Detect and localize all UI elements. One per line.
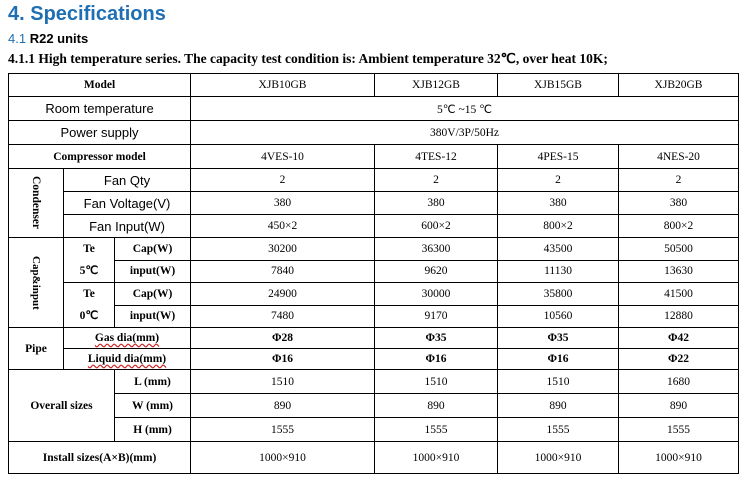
table-row — [9, 283, 739, 306]
model-cell: XJB10GB — [191, 74, 375, 97]
te0-cap-cell: 30000 — [375, 283, 498, 306]
h-cell: 1555 — [619, 418, 739, 442]
table-row — [9, 305, 739, 328]
te5-cap-cell: 50500 — [619, 238, 739, 261]
gas-dia-cell: Φ42 — [619, 328, 739, 349]
gas-dia-cell: Φ35 — [498, 328, 619, 349]
section-title: Specifications — [30, 3, 166, 25]
fan-voltage-cell: 380 — [191, 192, 375, 215]
table-row — [9, 215, 739, 238]
te5-input-cell: 11130 — [498, 260, 619, 283]
overall-sizes-label: Overall sizes — [9, 370, 115, 442]
fan-voltage-label: Fan Voltage(V) — [64, 192, 191, 215]
model-label: Model — [9, 74, 191, 97]
te5-input-cell: 9620 — [375, 260, 498, 283]
te0-label-line2: 0℃ — [79, 310, 99, 322]
liquid-dia-cell: Φ16 — [191, 349, 375, 370]
compressor-label: Compressor model — [9, 145, 191, 169]
room-temp-value: 5℃ ~15 ℃ — [191, 97, 739, 121]
table-row — [9, 442, 739, 474]
te0-cap-cell: 35800 — [498, 283, 619, 306]
table-row — [9, 418, 739, 442]
input-label: input(W) — [115, 305, 191, 328]
liquid-dia-label — [64, 349, 191, 370]
te0-input-cell: 10560 — [498, 305, 619, 328]
subsection-title: R22 units — [29, 31, 89, 46]
table-row — [9, 169, 739, 192]
room-temp-label: Room temperature — [9, 97, 191, 121]
gas-dia-label-text: Gas dia(mm) — [94, 332, 160, 344]
l-cell: 1680 — [619, 370, 739, 394]
model-cell: XJB12GB — [375, 74, 498, 97]
fan-qty-cell: 2 — [619, 169, 739, 192]
te0-label-line1: Te — [83, 288, 95, 300]
table-row — [9, 370, 739, 394]
capinput-label-text: Cap&input — [30, 255, 42, 310]
condenser-label-text: Condenser — [30, 176, 42, 230]
te5-label-line2: 5℃ — [79, 265, 99, 277]
fan-voltage-cell: 380 — [619, 192, 739, 215]
compressor-cell: 4VES-10 — [191, 145, 375, 169]
gas-dia-cell: Φ35 — [375, 328, 498, 349]
l-cell: 1510 — [375, 370, 498, 394]
install-cell: 1000×910 — [191, 442, 375, 474]
te5-input-cell: 7840 — [191, 260, 375, 283]
te5-cap-cell: 36300 — [375, 238, 498, 261]
table-row — [9, 121, 739, 145]
h-cell: 1555 — [375, 418, 498, 442]
install-sizes-label: Install sizes(A×B)(mm) — [9, 442, 191, 474]
fan-qty-cell: 2 — [375, 169, 498, 192]
liquid-dia-cell: Φ16 — [375, 349, 498, 370]
table-row — [9, 260, 739, 283]
model-cell: XJB15GB — [498, 74, 619, 97]
w-cell: 890 — [619, 394, 739, 418]
w-label: W (mm) — [115, 394, 191, 418]
pipe-label: Pipe — [9, 328, 64, 370]
w-cell: 890 — [191, 394, 375, 418]
l-cell: 1510 — [498, 370, 619, 394]
te0-input-cell: 7480 — [191, 305, 375, 328]
fan-qty-cell: 2 — [191, 169, 375, 192]
fan-input-cell: 600×2 — [375, 215, 498, 238]
table-row — [9, 328, 739, 349]
capinput-label — [9, 238, 64, 328]
fan-input-cell: 450×2 — [191, 215, 375, 238]
liquid-dia-label-text: Liquid dia(mm) — [87, 353, 167, 365]
h-cell: 1555 — [498, 418, 619, 442]
te5-cap-cell: 43500 — [498, 238, 619, 261]
power-supply-value: 380V/3P/50Hz — [191, 121, 739, 145]
fan-input-cell: 800×2 — [619, 215, 739, 238]
compressor-cell: 4TES-12 — [375, 145, 498, 169]
liquid-dia-cell: Φ22 — [619, 349, 739, 370]
install-cell: 1000×910 — [498, 442, 619, 474]
cap-label: Cap(W) — [115, 283, 191, 306]
compressor-cell: 4NES-20 — [619, 145, 739, 169]
te0-input-cell: 9170 — [375, 305, 498, 328]
h-label: H (mm) — [115, 418, 191, 442]
compressor-cell: 4PES-15 — [498, 145, 619, 169]
input-label: input(W) — [115, 260, 191, 283]
te0-input-cell: 12880 — [619, 305, 739, 328]
w-cell: 890 — [498, 394, 619, 418]
w-cell: 890 — [375, 394, 498, 418]
install-cell: 1000×910 — [375, 442, 498, 474]
table-row — [9, 349, 739, 370]
table-row — [9, 238, 739, 261]
table-row — [9, 145, 739, 169]
fan-voltage-cell: 380 — [498, 192, 619, 215]
spec-table — [8, 73, 739, 474]
l-label: L (mm) — [115, 370, 191, 394]
te5-cap-cell: 30200 — [191, 238, 375, 261]
power-supply-label: Power supply — [9, 121, 191, 145]
fan-input-label: Fan Input(W) — [64, 215, 191, 238]
te0-label — [64, 283, 115, 328]
table-row — [9, 192, 739, 215]
liquid-dia-cell: Φ16 — [498, 349, 619, 370]
l-cell: 1510 — [191, 370, 375, 394]
cap-label: Cap(W) — [115, 238, 191, 261]
table-row — [9, 97, 739, 121]
test-condition: 4.1.1 High temperature series. The capacity test condition is: Ambient temperature 32℃, over heat 10K; — [8, 51, 608, 66]
te5-label — [64, 238, 115, 283]
model-cell: XJB20GB — [619, 74, 739, 97]
te0-cap-cell: 24900 — [191, 283, 375, 306]
section-heading — [8, 3, 166, 26]
subsection-heading — [8, 31, 88, 46]
subsection-number: 4.1 — [8, 31, 27, 46]
section-number: 4. — [8, 3, 25, 25]
install-cell: 1000×910 — [619, 442, 739, 474]
fan-qty-cell: 2 — [498, 169, 619, 192]
table-row — [9, 74, 739, 97]
table-row — [9, 394, 739, 418]
te5-label-line1: Te — [83, 243, 95, 255]
gas-dia-label — [64, 328, 191, 349]
fan-input-cell: 800×2 — [498, 215, 619, 238]
fan-qty-label: Fan Qty — [64, 169, 191, 192]
te5-input-cell: 13630 — [619, 260, 739, 283]
h-cell: 1555 — [191, 418, 375, 442]
gas-dia-cell: Φ28 — [191, 328, 375, 349]
fan-voltage-cell: 380 — [375, 192, 498, 215]
te0-cap-cell: 41500 — [619, 283, 739, 306]
condenser-label — [9, 169, 64, 238]
